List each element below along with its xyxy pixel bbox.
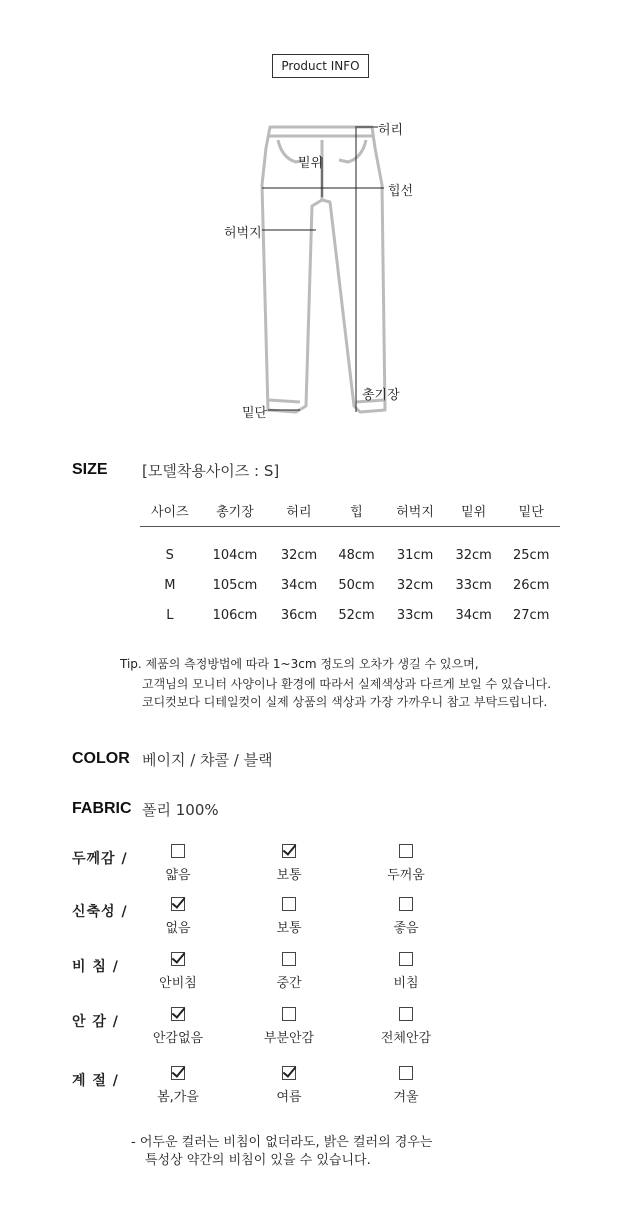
checked-checkbox-icon bbox=[171, 1066, 185, 1080]
attribute-option-label: 보통 bbox=[276, 921, 302, 936]
thigh-label: 허벅지 bbox=[224, 226, 262, 241]
attribute-option bbox=[128, 897, 228, 936]
product-info-title: Product INFO bbox=[272, 54, 369, 78]
waist-label: 허리 bbox=[378, 123, 404, 138]
attribute-option bbox=[128, 844, 228, 883]
table-cell: 34cm bbox=[280, 577, 318, 593]
checked-checkbox-icon bbox=[171, 952, 185, 966]
attribute-label: 비 침 / bbox=[72, 959, 119, 975]
table-cell: 33cm bbox=[396, 607, 434, 623]
checkbox-icon bbox=[399, 952, 413, 966]
column-header: 밑위 bbox=[445, 496, 503, 526]
tip-line-2: 고객님의 모니터 사양이나 환경에 따라서 실제색상과 다르게 보일 수 있습니다. bbox=[142, 677, 552, 691]
attribute-option bbox=[128, 952, 228, 991]
table-cell: 32cm bbox=[280, 547, 318, 563]
checkbox-icon bbox=[399, 1066, 413, 1080]
column-header: 사이즈 bbox=[140, 496, 200, 526]
checked-checkbox-icon bbox=[171, 897, 185, 911]
table-cell: 104cm bbox=[212, 547, 258, 563]
attribute-option bbox=[239, 1007, 339, 1046]
table-row bbox=[140, 570, 560, 600]
attribute-option-label: 비침 bbox=[393, 976, 419, 991]
rise-label: 밑위 bbox=[298, 156, 324, 171]
attribute-option-label: 겨울 bbox=[393, 1090, 419, 1105]
attribute-row-season bbox=[72, 1066, 572, 1116]
attribute-option bbox=[356, 1066, 456, 1105]
attribute-option bbox=[239, 1066, 339, 1105]
table-cell: 36cm bbox=[280, 607, 318, 623]
checked-checkbox-icon bbox=[282, 844, 296, 858]
attribute-option bbox=[239, 844, 339, 883]
attribute-option-label: 보통 bbox=[276, 868, 302, 883]
checkbox-icon bbox=[399, 1007, 413, 1021]
attribute-option-label: 없음 bbox=[165, 921, 191, 936]
table-cell: S bbox=[165, 547, 174, 563]
attribute-option-label: 좋음 bbox=[393, 921, 419, 936]
checkbox-icon bbox=[282, 952, 296, 966]
attribute-option-label: 봄,가을 bbox=[157, 1090, 199, 1105]
pants-measurement-diagram bbox=[0, 110, 640, 430]
table-cell: 52cm bbox=[338, 607, 375, 623]
attribute-row-thickness bbox=[72, 844, 572, 894]
attribute-option bbox=[356, 897, 456, 936]
attribute-option bbox=[128, 1066, 228, 1105]
table-cell: M bbox=[164, 577, 176, 593]
table-cell: L bbox=[166, 607, 174, 623]
column-header: 총기장 bbox=[200, 496, 271, 526]
size-table-header bbox=[140, 496, 560, 526]
attribute-option bbox=[356, 952, 456, 991]
checkbox-icon bbox=[282, 1007, 296, 1021]
tip-line-1: Tip. 제품의 측정방법에 따라 1~3cm 정도의 오차가 생길 수 있으며, bbox=[120, 657, 479, 671]
checkbox-icon bbox=[282, 897, 296, 911]
table-row bbox=[140, 526, 560, 570]
attribute-row-lining bbox=[72, 1007, 572, 1057]
column-header: 허리 bbox=[270, 496, 328, 526]
table-cell: 48cm bbox=[338, 547, 375, 563]
attribute-option bbox=[356, 1007, 456, 1046]
attribute-option-label: 부분안감 bbox=[263, 1031, 315, 1046]
attribute-option-label: 안비침 bbox=[159, 976, 197, 991]
hem-label: 밑단 bbox=[242, 406, 268, 421]
attribute-option bbox=[239, 897, 339, 936]
checked-checkbox-icon bbox=[282, 1066, 296, 1080]
attribute-option-label: 여름 bbox=[276, 1090, 302, 1105]
size-heading: SIZE bbox=[72, 461, 108, 478]
table-cell: 27cm bbox=[513, 607, 550, 623]
attribute-option bbox=[239, 952, 339, 991]
checkbox-icon bbox=[399, 897, 413, 911]
table-cell: 31cm bbox=[396, 547, 434, 563]
attribute-row-elasticity bbox=[72, 897, 572, 947]
checkbox-icon bbox=[171, 844, 185, 858]
table-cell: 33cm bbox=[455, 577, 492, 593]
attribute-option-label: 두꺼움 bbox=[387, 868, 425, 883]
attribute-option-label: 전체안감 bbox=[380, 1031, 432, 1046]
tip-line-3: 코디컷보다 디테일컷이 실제 상품의 색상과 가장 가까우니 참고 부탁드립니다. bbox=[142, 695, 548, 709]
fabric-value: 폴리 100% bbox=[142, 801, 219, 819]
attribute-label: 신축성 / bbox=[72, 904, 128, 920]
checked-checkbox-icon bbox=[171, 1007, 185, 1021]
color-heading: COLOR bbox=[72, 750, 130, 767]
color-value: 베이지 / 챠콜 / 블랙 bbox=[142, 751, 273, 769]
column-header: 힙 bbox=[328, 496, 386, 526]
checkbox-icon bbox=[399, 844, 413, 858]
attribute-label: 계 절 / bbox=[72, 1073, 119, 1089]
table-cell: 106cm bbox=[212, 607, 258, 623]
table-cell: 105cm bbox=[212, 577, 258, 593]
table-cell: 25cm bbox=[513, 547, 550, 563]
attribute-label: 안 감 / bbox=[72, 1014, 119, 1030]
attribute-label: 두께감 / bbox=[72, 851, 128, 867]
table-cell: 50cm bbox=[338, 577, 375, 593]
attribute-row-transparency bbox=[72, 952, 572, 1002]
note-line-1: - 어두운 컬러는 비침이 없더라도, 밝은 컬러의 경우는 bbox=[131, 1135, 433, 1150]
fabric-heading: FABRIC bbox=[72, 800, 132, 817]
attribute-option-label: 얇음 bbox=[165, 868, 191, 883]
hip-label: 힙선 bbox=[388, 184, 414, 199]
table-cell: 32cm bbox=[455, 547, 492, 563]
note-line-2: 특성상 약간의 비침이 있을 수 있습니다. bbox=[145, 1153, 371, 1168]
size-table bbox=[140, 496, 560, 630]
table-cell: 34cm bbox=[455, 607, 492, 623]
attribute-option bbox=[356, 844, 456, 883]
table-row bbox=[140, 600, 560, 630]
attribute-option-label: 중간 bbox=[276, 976, 302, 991]
length-label: 총기장 bbox=[362, 388, 400, 403]
column-header: 밑단 bbox=[502, 496, 560, 526]
attribute-option bbox=[128, 1007, 228, 1046]
table-cell: 32cm bbox=[396, 577, 434, 593]
column-header: 허벅지 bbox=[385, 496, 445, 526]
attribute-option-label: 안감없음 bbox=[152, 1031, 204, 1046]
model-size-note: [모델착용사이즈 : S] bbox=[142, 462, 280, 480]
table-cell: 26cm bbox=[513, 577, 550, 593]
